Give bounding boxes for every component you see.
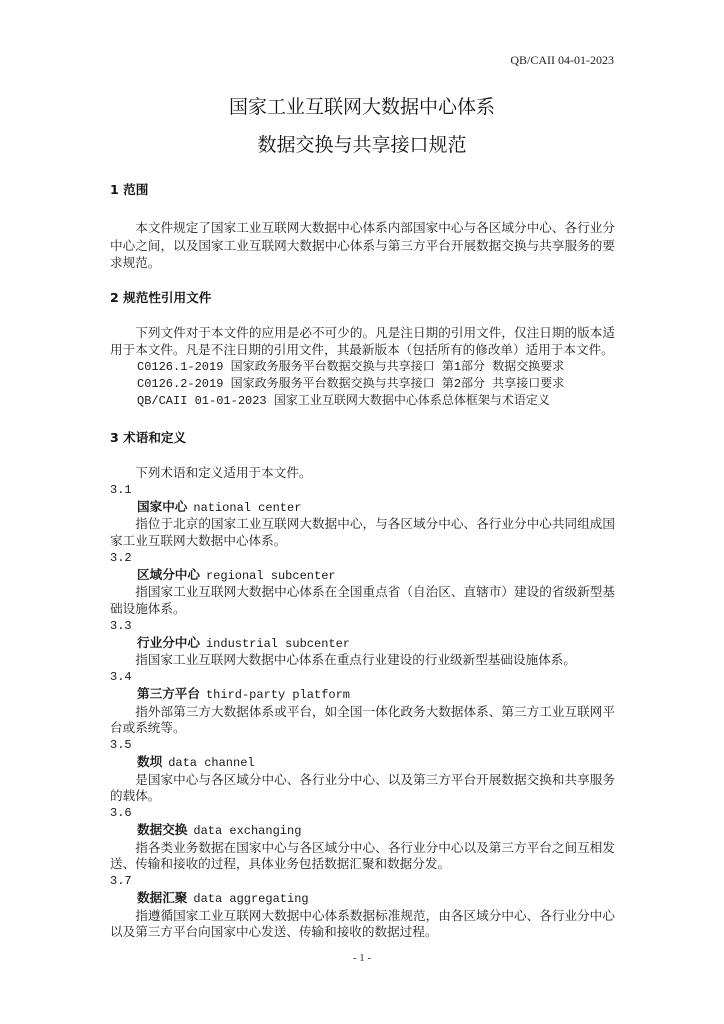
term-name-english: data channel bbox=[168, 755, 255, 770]
term-number: 3.6 bbox=[110, 806, 132, 820]
term-name-english: industrial subcenter bbox=[205, 636, 350, 651]
term-definition: 指位于北京的国家工业互联网大数据中心，与各区域分中心、各行业分中心共同组成国家工业互联网大数据中心体系。 bbox=[110, 516, 615, 548]
term-name-chinese: 行业分中心 bbox=[137, 634, 200, 650]
reference-item: C0126.1-2019 国家政务服务平台数据交换与共享接口 第1部分 数据交换要求 bbox=[137, 359, 565, 374]
term-name-chinese: 国家中心 bbox=[137, 498, 188, 514]
section-3-heading: 3 术语和定义 bbox=[110, 430, 187, 445]
section-3-body bbox=[110, 465, 615, 941]
term-definition: 指国家工业互联网大数据中心体系在全国重点省（自治区、直辖市）建设的省级新型基础设施体系。 bbox=[110, 584, 615, 616]
section-2-body bbox=[110, 324, 615, 410]
term-name bbox=[110, 822, 615, 840]
term-name-chinese: 数坝 bbox=[137, 753, 163, 769]
reference-item: QB/CAII 01-01-2023 国家工业互联网大数据中心体系总体框架与术语定义 bbox=[137, 394, 550, 408]
term-number: 3.4 bbox=[110, 670, 132, 684]
scope-paragraph: 本文件规定了国家工业互联网大数据中心体系内部国家中心与各区域分中心、各行业分中心之间，以及国家工业互联网大数据中心体系与第三方平台开展数据交换与共享服务的要求规范。 bbox=[110, 220, 615, 270]
term-definition: 指各类业务数据在国家中心与各区域分中心、各行业分中心以及第三方平台之间互相发送、传输和接收的过程，具体业务包括数据汇聚和数据分发。 bbox=[110, 839, 615, 872]
term-number: 3.2 bbox=[110, 550, 132, 565]
normative-references-paragraph: 下列文件对于本文件的应用是必不可少的。凡是注日期的引用文件，仅注日期的版本适用于本文件。凡是不注日期的引用文件，其最新版本（包括所有的修改单）适用于本文件。 bbox=[110, 325, 615, 358]
term-name-chinese: 区域分中心 bbox=[137, 566, 200, 582]
document-title-line-2: 数据交换与共享接口规范 bbox=[257, 134, 467, 156]
term-number: 3.3 bbox=[110, 618, 132, 633]
term-number: 3.7 bbox=[110, 874, 132, 888]
document-title-line-1: 国家工业互联网大数据中心体系 bbox=[228, 96, 495, 118]
term-name-english: data exchanging bbox=[193, 823, 302, 838]
term-name bbox=[110, 499, 615, 517]
term-name-chinese: 数据汇聚 bbox=[137, 889, 188, 905]
section-2-heading: 2 规范性引用文件 bbox=[110, 290, 212, 305]
term-name bbox=[110, 635, 615, 653]
term-name bbox=[110, 890, 615, 908]
term-name bbox=[110, 567, 615, 585]
section-1-body bbox=[110, 219, 615, 272]
term-name-english: national center bbox=[193, 500, 302, 515]
page-number: - 1 - bbox=[352, 952, 372, 964]
term-definition: 指外部第三方大数据体系或平台，如全国一体化政务大数据体系、第三方工业互联网平台或系统等。 bbox=[110, 703, 615, 736]
term-name-chinese: 数据交换 bbox=[137, 821, 188, 837]
term-definition: 指遵循国家工业互联网大数据中心体系数据标准规范，由各区域分中心、各行业分中心以及第三方平台向国家中心发送、传输和接收的数据过程。 bbox=[110, 907, 615, 940]
section-1-heading: 1 范围 bbox=[110, 182, 149, 197]
document-code: QB/CAII 04-01-2023 bbox=[510, 53, 614, 67]
terms-intro: 下列术语和定义适用于本文件。 bbox=[135, 465, 312, 480]
term-name-english: data aggregating bbox=[193, 891, 309, 906]
term-definition: 指国家工业互联网大数据中心体系在重点行业建设的行业级新型基础设施体系。 bbox=[135, 652, 576, 668]
term-name-english: regional subcenter bbox=[205, 568, 336, 583]
term-name-english: third-party platform bbox=[205, 687, 350, 702]
reference-item: C0126.2-2019 国家政务服务平台数据交换与共享接口 第2部分 共享接口要求 bbox=[137, 376, 565, 391]
term-definition: 是国家中心与各区域分中心、各行业分中心、以及第三方平台开展数据交换和共享服务的载体。 bbox=[110, 771, 615, 804]
term-name-chinese: 第三方平台 bbox=[137, 685, 200, 701]
term-number: 3.5 bbox=[110, 738, 132, 752]
term-name bbox=[110, 686, 615, 704]
term-number: 3.1 bbox=[110, 482, 132, 497]
term-name bbox=[110, 754, 615, 772]
